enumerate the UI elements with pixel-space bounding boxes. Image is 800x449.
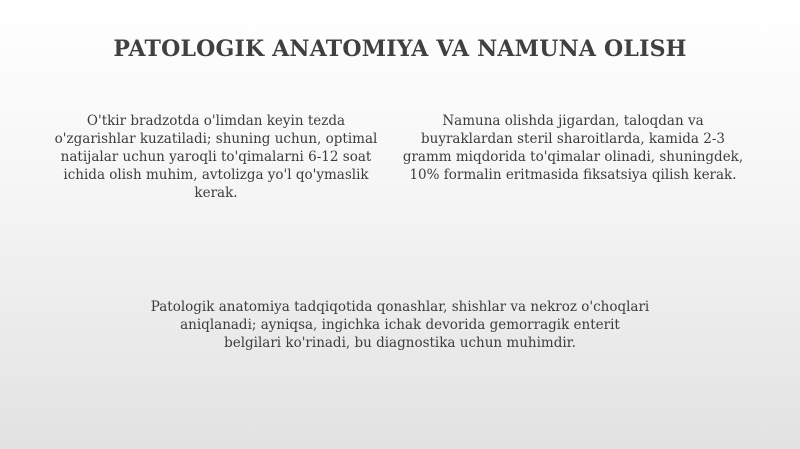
text-block-sample-collection: Namuna olishda jigardan, taloqdan va buyraklardan steril sharoitlarda, kamida 2-3 gramm miqdorida to'qimalar olinadi, shuningdek, 10% formalin eritmasida fiksatsiya qilish kerak. (402, 113, 744, 183)
slide-title: PATOLOGIK ANATOMIYA VA NAMUNA OLISH (113, 36, 687, 62)
text-block-pathology-findings: Patologik anatomiya tadqiqotida qonashlar, shishlar va nekroz o'choqlari aniqlanadi; ayniqsa, ingichka ichak devorida gemorragik enterit belgilari ko'rinadi, bu diagnostika uchun muhimdir. (150, 299, 650, 351)
text-block-postmortem-changes: O'tkir bradzotda o'limdan keyin tezda o'zgarishlar kuzatiladi; shuning uchun, optimal natijalar uchun yaroqli to'qimalarni 6-12 soat ichida olish muhim, avtolizga yo'l qo'ymaslik kerak. (54, 113, 378, 201)
